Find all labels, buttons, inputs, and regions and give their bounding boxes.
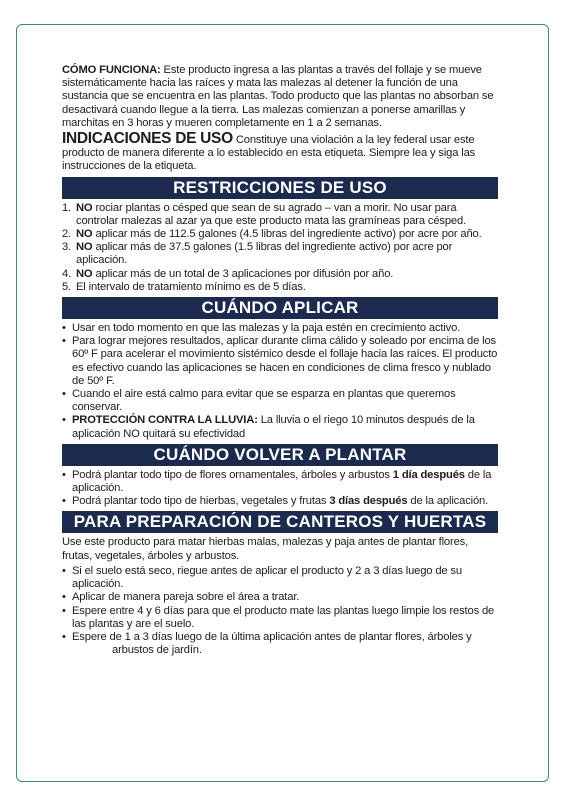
list-item: • Podrá plantar todo tipo de hierbas, vegetales y frutas 3 días después de la aplicación.	[62, 495, 498, 508]
list-item: 5. El intervalo de tratamiento mínimo es de 5 días.	[62, 280, 306, 293]
list-item: 4. NO aplicar más de un total de 3 aplicaciones por difusión por año.	[62, 267, 394, 280]
volver-plantar-banner: CUÁNDO VOLVER A PLANTAR	[62, 444, 498, 466]
volver-plantar-list	[62, 469, 498, 509]
indicaciones-paragraph	[62, 132, 498, 174]
cuando-aplicar-banner: CUÁNDO APLICAR	[62, 297, 498, 319]
canteros-list	[62, 565, 498, 657]
list-item: 1. NO rociar plantas o césped que sean de su agrado – van a morir. No usar para controlar malezas al azar ya que este producto mata las gramíneas para césped.	[62, 201, 467, 227]
list-item: • Espere entre 4 y 6 días para que el producto mate las plantas luego limpie los restos de las plantas y are el suelo.	[62, 605, 498, 631]
restricciones-banner: RESTRICCIONES DE USO	[62, 177, 498, 199]
indicaciones-text: Constituye una violación a la ley federal usar este producto de manera diferente a lo establecido en esta etiqueta. Siempre lea y siga las instrucciones de la etiqueta.	[62, 134, 476, 173]
list-item: 3. NO aplicar más de 37.5 galones (1.5 libras del ingrediente activo) por acre por aplicación.	[62, 241, 453, 267]
como-funciona-paragraph	[62, 64, 498, 130]
canteros-banner: PARA PREPARACIÓN DE CANTEROS Y HUERTAS	[62, 511, 498, 533]
list-item: • Para lograr mejores resultados, aplicar durante clima cálido y soleado por encima de los 60º F para acelerar el movimiento sistémico desde el follaje hacia las raíces. El producto es efectivo cuando las aplicaciones se hacen en condiciones de clima fresco y nublado de 50º F.	[62, 335, 498, 388]
como-funciona-text: Este producto ingresa a las plantas a través del follaje y se mueve sistemáticamente hacia las raíces y mata las malezas al detener la función de una sustancia que se encuentra en las plantas. Todo producto que las plantas no absorban se desactivará cuando llegue a la tierra. Las malezas comienzan a ponerse amarillas y marchitas en 3 horas y mueren completamente en 1 a 2 semanas.	[62, 64, 494, 129]
como-funciona-heading: CÓMO FUNCIONA:	[62, 64, 161, 76]
cuando-aplicar-list	[62, 322, 498, 441]
list-item: • PROTECCIÓN CONTRA LA LLUVIA: La lluvia o el riego 10 minutos después de la aplicación NO quitará su efectividad	[62, 414, 498, 440]
canteros-intro: Use este producto para matar hierbas malas, malezas y paja antes de plantar flores, frutas, vegetales, árboles y arbustos.	[62, 536, 469, 562]
label-content	[62, 64, 498, 659]
list-item: 2. NO aplicar más de 112.5 galones (4.5 libras del ingrediente activo) por acre por año.	[62, 228, 482, 241]
restricciones-list	[62, 202, 498, 294]
list-item: • Espere de 1 a 3 días luego de la última aplicación antes de plantar flores, árboles y arbustos de jardín.	[62, 631, 498, 657]
list-item: • Podrá plantar todo tipo de flores ornamentales, árboles y arbustos 1 día después de la aplicación.	[62, 469, 498, 495]
list-item: • Si el suelo está seco, riegue antes de aplicar el producto y 2 a 3 días luego de su aplicación.	[62, 565, 498, 591]
list-item: • Usar en todo momento en que las malezas y la paja estén en crecimiento activo.	[62, 322, 498, 335]
list-item: • Aplicar de manera pareja sobre el área a tratar.	[62, 591, 498, 604]
indicaciones-heading: INDICACIONES DE USO	[62, 130, 233, 148]
list-item: • Cuando el aire está calmo para evitar que se esparza en plantas que queremos conservar.	[62, 388, 498, 414]
